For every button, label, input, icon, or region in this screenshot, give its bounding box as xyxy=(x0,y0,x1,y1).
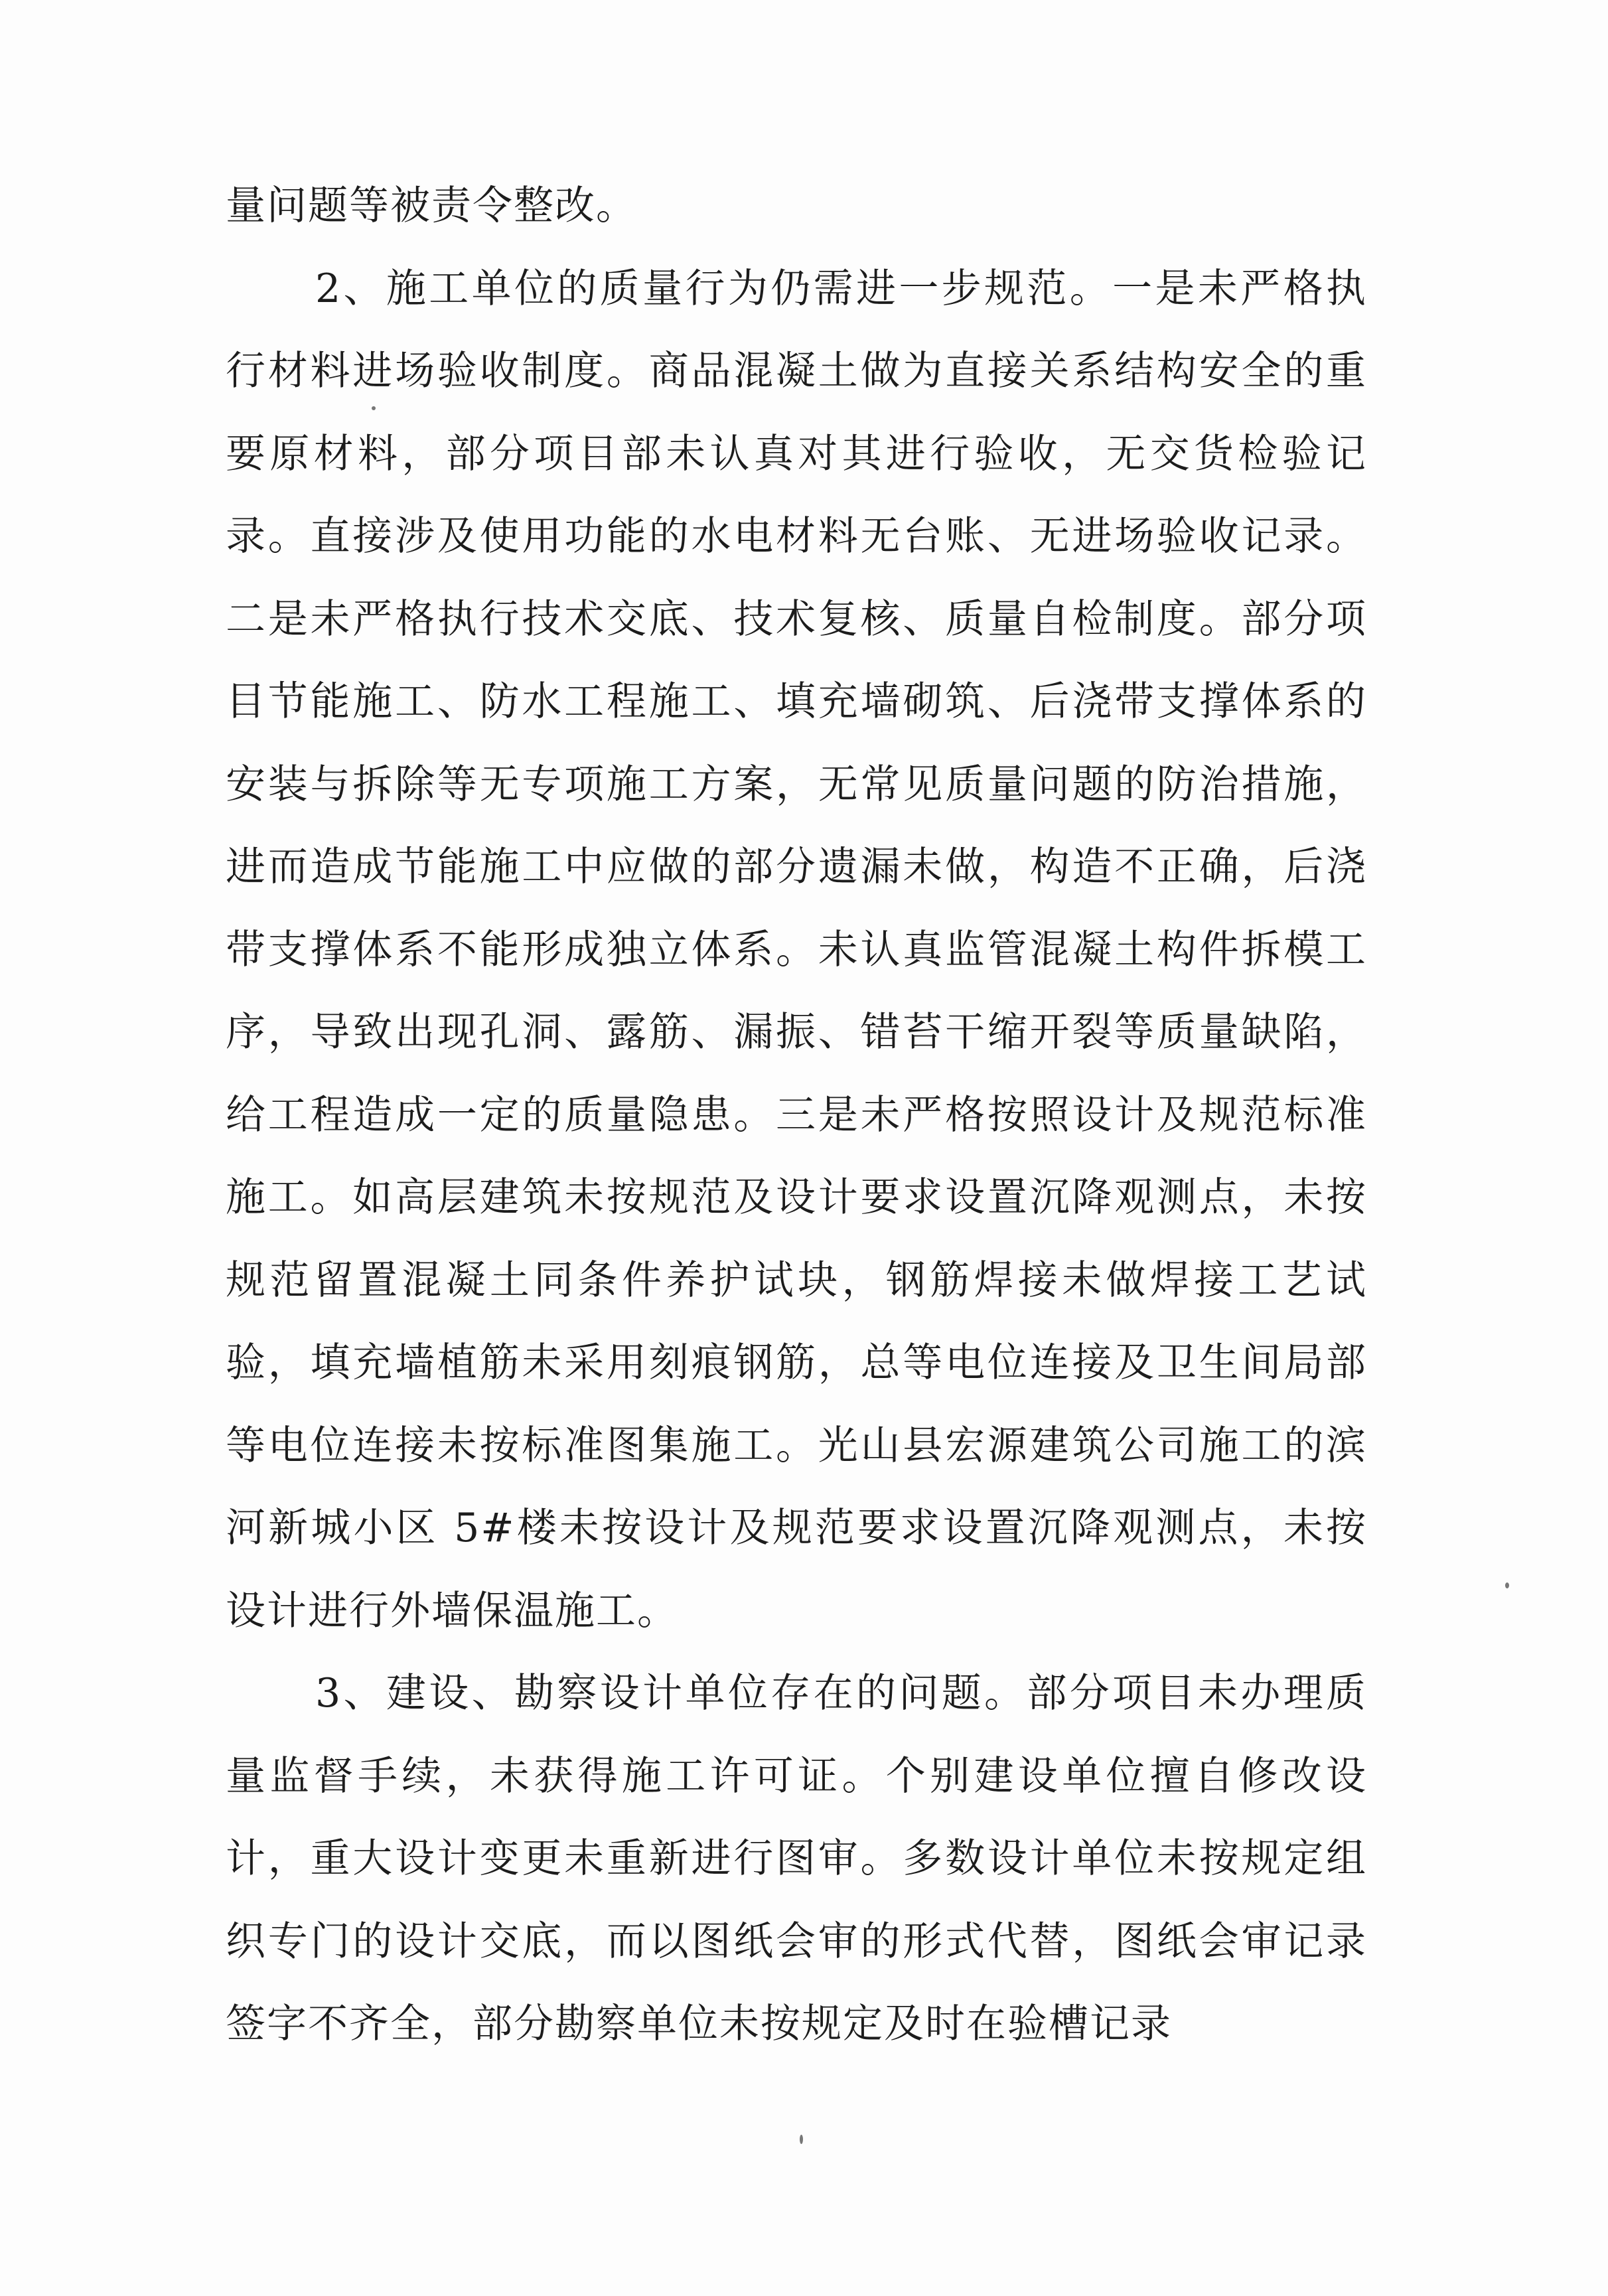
document-body xyxy=(226,165,1367,2066)
paragraph-construction-units: 2、施工单位的质量行为仍需进一步规范。一是未严格执行材料进场验收制度。商品混凝土做为直接关系结构安全的重要原材料，部分项目部未认真对其进行验收，无交货检验记录。直接涉及使用功能的水电材料无台账、无进场验收记录。二是未严格执行技术交底、技术复核、质量自检制度。部分项目节能施工、防水工程施工、填充墙砌筑、后浇带支撑体系的安装与拆除等无专项施工方案，无常见质量问题的防治措施，进而造成节能施工中应做的部分遗漏未做，构造不正确，后浇带支撑体系不能形成独立体系。未认真监管混凝土构件拆模工序，导致出现孔洞、露筋、漏振、错苔干缩开裂等质量缺陷，给工程造成一定的质量隐患。三是未严格按照设计及规范标准施工。如高层建筑未按规范及设计要求设置沉降观测点，未按规范留置混凝土同条件养护试块，钢筋焊接未做焊接工艺试验，填充墙植筋未采用刻痕钢筋，总等电位连接及卫生间局部等电位连接未按标准图集施工。光山县宏源建筑公司施工的滨河新城小区 5#楼未按设计及规范要求设置沉降观测点，未按设计进行外墙保温施工。 xyxy=(226,265,1367,1634)
paragraph-design-units: 3、建设、勘察设计单位存在的问题。部分项目未办理质量监督手续，未获得施工许可证。个别建设单位擅自修改设计，重大设计变更未重新进行图审。多数设计单位未按规定组织专门的设计交底，而以图纸会审的形式代替，图纸会审记录签字不齐全，部分勘察单位未按规定及时在验槽记录 xyxy=(226,1670,1367,2047)
scan-speck xyxy=(1505,1582,1509,1588)
scan-speck xyxy=(800,2135,803,2144)
paragraph-continuation: 量问题等被责令整改。 xyxy=(226,183,637,229)
scan-speck xyxy=(372,406,376,410)
